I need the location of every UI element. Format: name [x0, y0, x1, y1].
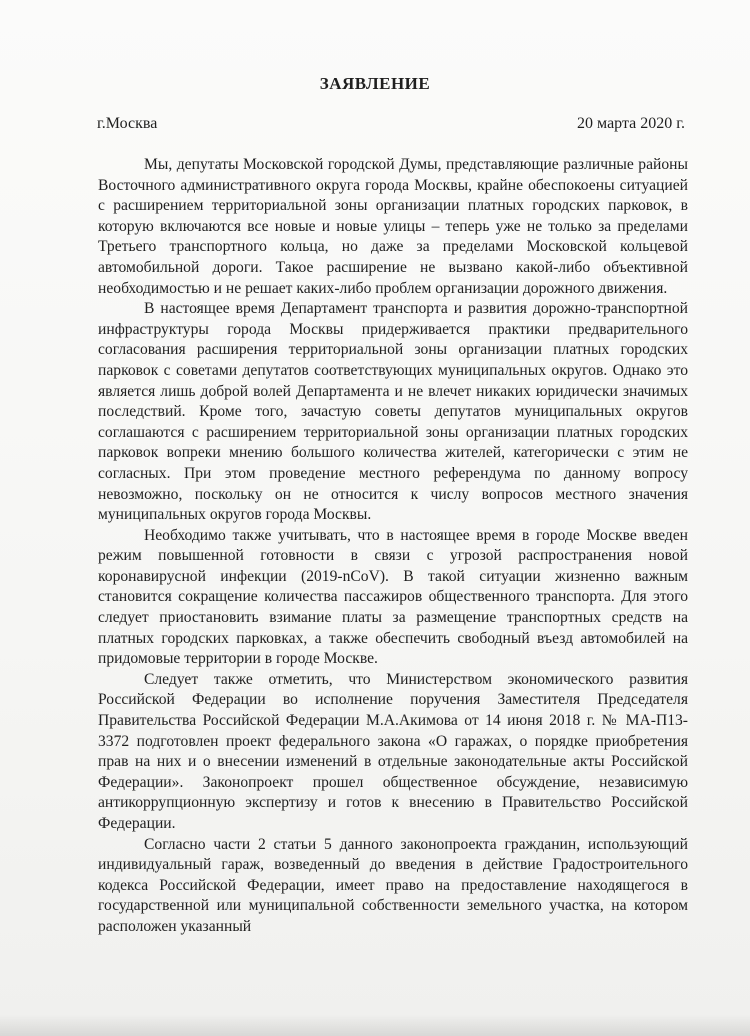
- paragraph-2: В настоящее время Департамент транспорта и развития дорожно-транспортной инфраструктуры города Москвы придерживается практики предварительного согласования расширения территориальной зоны организации платных городских парковок с советами депутатов соответствующих муниципальных округов. Однако это является лишь доброй волей Департамента и не влечет никаких юридически значимых последствий. Кроме того, зачастую советы депутатов муниципальных округов соглашаются с расширением территориальной зоны организации платных городских парковок вопреки мнению большого количества жителей, категорически с этим не согласных. При этом проведение местного референдума по данному вопросу невозможно, поскольку он не относится к числу вопросов местного значения муниципальных округов города Москвы.: [98, 300, 688, 524]
- document-body: [98, 155, 688, 938]
- page-edge-shadow: [0, 1014, 750, 1036]
- paragraph-5: Согласно части 2 статьи 5 данного законопроекта гражданин, использующий индивидуальный гараж, возведенный до введения в действие Градостроительного кодекса Российской Федерации, имеет право на предоставление находящегося в государственной или муниципальной собственности земельного участка, на котором расположен указанный: [98, 835, 688, 935]
- paragraph-3: Необходимо также учитывать, что в настоящее время в городе Москве введен режим повышенной готовности в связи с угрозой распространения новой коронавирусной инфекции (2019-nCoV). В такой ситуации жизненно важным становится сокращение количества пассажиров общественного транспорта. Для этого следует приостановить взимание платы за размещение транспортных средств на платных городских парковках, а также обеспечить свободный въезд автомобилей на придомовые территории в городе Москве.: [98, 526, 688, 668]
- paragraph-4: Следует также отметить, что Министерством экономического развития Российской Федерации во исполнение поручения Заместителя Председателя Правительства Российской Федерации М.А.Акимова от 14 июня 2018 г. № МА-П13-3372 подготовлен проект федерального закона «О гаражах, о порядке приобретения прав на них и о внесении изменений в отдельные законодательные акты Российской Федерации». Законопроект прошел общественное обсуждение, независимую антикоррупционную экспертизу и готов к внесению в Правительство Российской Федерации.: [98, 670, 688, 832]
- document-title: ЗАЯВЛЕНИЕ: [319, 74, 431, 93]
- document-city: г.Москва: [97, 115, 158, 132]
- document-meta-row: [97, 115, 685, 133]
- document-date: 20 марта 2020 г.: [577, 115, 685, 132]
- paragraph-1: Мы, депутаты Московской городской Думы, представляющие различные районы Восточного административного округа города Москвы, крайне обеспокоены ситуацией с расширением территориальной зоны организации платных городских парковок, в которую включаются все новые и новые улицы – теперь уже не только за пределами Третьего транспортного кольца, но даже за пределами Московской кольцевой автомобильной дороги. Такое расширение не вызвано какой-либо объективной необходимостью и не решает каких-либо проблем организации дорожного движения.: [98, 156, 688, 297]
